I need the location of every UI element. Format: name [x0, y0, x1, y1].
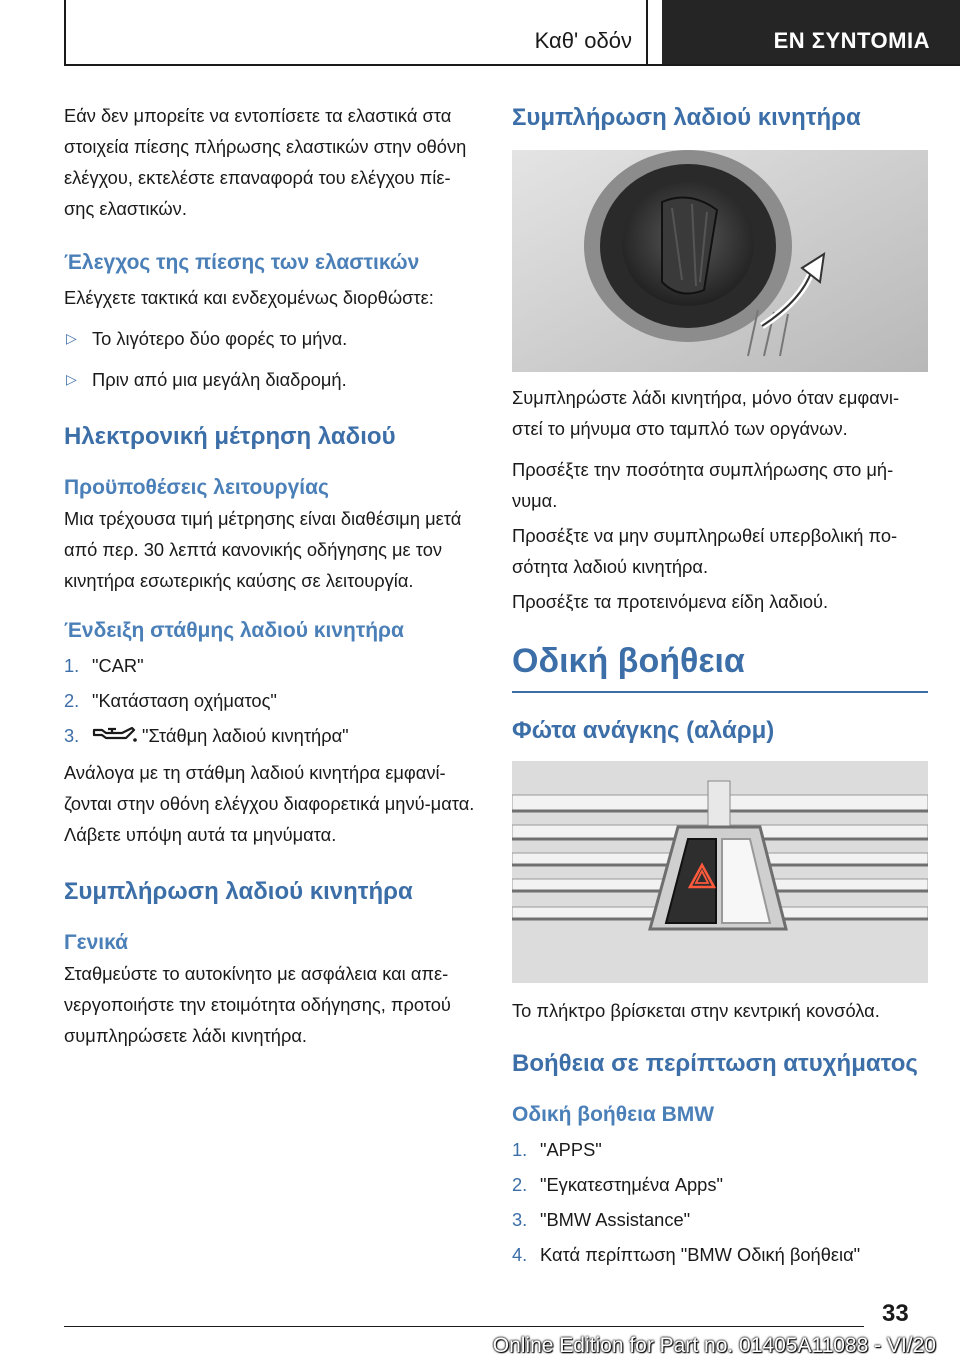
accident-heading: Βοήθεια σε περίπτωση ατυχήματος — [512, 1050, 918, 1077]
oil-level-heading: Ένδειξη στάθμης λαδιού κινητήρα — [64, 619, 404, 642]
header-rule — [64, 64, 960, 66]
numbered-step — [512, 1134, 928, 1165]
bmw-roadside-heading: Οδική βοήθεια BMW — [512, 1103, 715, 1126]
refill-oil-heading-right: Συμπλήρωση λαδιού κινητήρα — [512, 104, 861, 131]
numbered-step — [64, 650, 480, 681]
step-number: 4. — [512, 1244, 528, 1265]
bullet-text: Πριν από μια μεγάλη διαδρομή. — [92, 369, 347, 390]
numbered-step — [512, 1169, 928, 1200]
prerequisites-heading: Προϋποθέσεις λειτουργίας — [64, 476, 329, 499]
general-text: Σταθμεύστε το αυτοκίνητο με ασφάλεια και απε-νεργοποιήστε την ετοιμότητα οδήγησης, προτού συμπληρώσετε λάδι κινητήρα. — [64, 963, 451, 1046]
step-number: 2. — [64, 690, 80, 711]
chapter-tab[interactable] — [662, 0, 960, 66]
section-tab-label: Καθ' οδόν — [534, 28, 632, 53]
bullet-text: Το λιγότερο δύο φορές το μήνα. — [92, 328, 348, 349]
right-column — [512, 100, 928, 1270]
refill-text-4: Προσέξτε τα προτεινόμενα είδη λαδιού. — [512, 591, 829, 612]
step-number: 1. — [512, 1139, 528, 1160]
chapter-tab-label: ΕΝ ΣΥΝΤΟΜΙΑ — [773, 28, 930, 53]
tire-pressure-text: Ελέγχετε τακτικά και ενδεχομένως διορθώστε: — [64, 287, 434, 308]
oil-level-text: Ανάλογα με τη στάθμη λαδιού κινητήρα εμφανί-ζονται στην οθόνη ελέγχου διαφορετικά μηνύ-ματα. Λάβετε υπόψη αυτά τα μηνύματα. — [64, 762, 475, 845]
hazard-text: Το πλήκτρο βρίσκεται στην κεντρική κονσόλα. — [512, 1000, 880, 1021]
step-text: "Εγκατεστημένα Apps" — [540, 1174, 723, 1195]
page-number: 33 — [882, 1300, 909, 1327]
tire-pressure-heading: Έλεγχος της πίεσης των ελαστικών — [64, 251, 420, 274]
hazard-lights-heading: Φώτα ανάγκης (αλάρμ) — [512, 717, 775, 744]
step-number: 3. — [512, 1209, 528, 1230]
hazard-button-image — [512, 761, 928, 983]
step-number: 3. — [64, 725, 80, 746]
refill-text-3: Προσέξτε να μην συμπληρωθεί υπερβολική πο-σότητα λαδιού κινητήρα. — [512, 525, 898, 577]
numbered-step — [512, 1239, 928, 1270]
numbered-step — [64, 720, 480, 751]
left-column — [64, 100, 480, 1051]
section-tab[interactable] — [64, 0, 648, 66]
page-header — [0, 0, 960, 66]
numbered-step — [64, 685, 480, 716]
general-heading: Γενικά — [64, 931, 129, 954]
step-text: "APPS" — [540, 1139, 602, 1160]
step-text: "Κατάσταση οχήματος" — [92, 690, 277, 711]
bullet-triangle-icon: ▷ — [66, 371, 77, 387]
step-text: Κατά περίπτωση "BMW Οδική βοήθεια" — [540, 1244, 861, 1265]
step-number: 1. — [64, 655, 80, 676]
bullet-triangle-icon: ▷ — [66, 330, 77, 346]
oil-can-icon — [92, 724, 142, 755]
refill-oil-heading: Συμπλήρωση λαδιού κινητήρα — [64, 878, 413, 905]
bullet-item — [64, 323, 480, 354]
footer-rule — [64, 1326, 864, 1327]
step-text: "Στάθμη λαδιού κινητήρα" — [142, 725, 349, 746]
intro-paragraph: Εάν δεν μπορείτε να εντοπίσετε τα ελαστικά στα στοιχεία πίεσης πλήρωσης ελαστικών στην οθόνη ελέγχου, εκτελέστε επαναφορά του ελέγχου πίε-σης ελαστικών. — [64, 105, 467, 219]
step-text: "BMW Assistance" — [540, 1209, 691, 1230]
step-text: "CAR" — [92, 655, 144, 676]
edition-footer: Online Edition for Part no. 01405A11088 - VI/20 — [492, 1334, 936, 1357]
step-number: 2. — [512, 1174, 528, 1195]
prerequisites-text: Μια τρέχουσα τιμή μέτρησης είναι διαθέσιμη μετά από περ. 30 λεπτά κανονικής οδήγησης με τον κινητήρα εσωτερικής καύσης σε λειτουργία. — [64, 508, 462, 591]
oil-measurement-heading: Ηλεκτρονική μέτρηση λαδιού — [64, 423, 396, 450]
refill-text-1: Συμπληρώστε λάδι κινητήρα, μόνο όταν εμφανι-στεί το μήνυμα στο ταμπλό των οργάνων. — [512, 387, 900, 439]
roadside-chapter-title: Οδική βοήθεια — [512, 642, 745, 680]
numbered-step — [512, 1204, 928, 1235]
bullet-item — [64, 364, 480, 395]
refill-text-2: Προσέξτε την ποσότητα συμπλήρωσης στο μή-νυμα. — [512, 459, 894, 511]
oil-cap-image — [512, 150, 928, 372]
